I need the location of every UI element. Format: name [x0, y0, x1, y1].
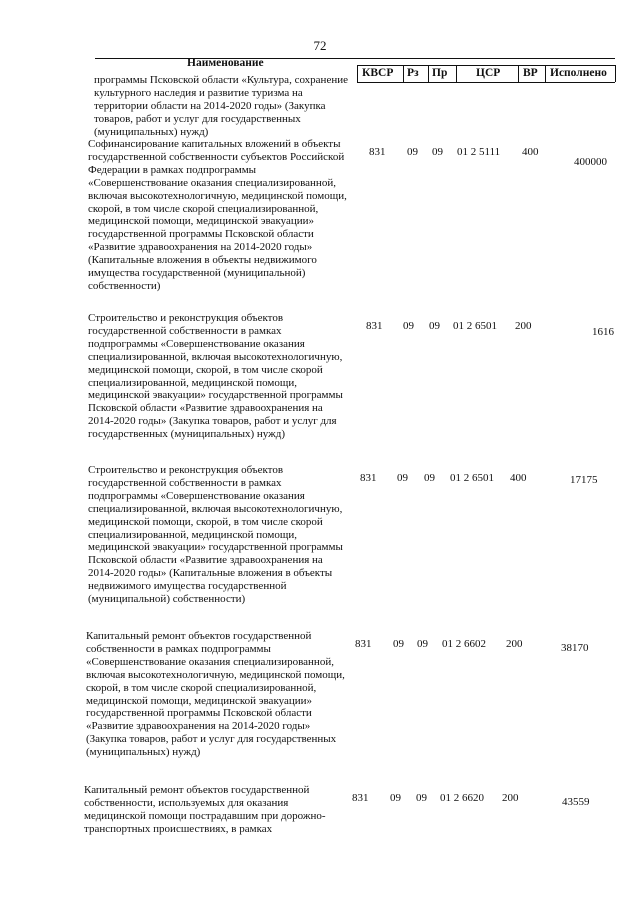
- row-csr: 01 2 6620: [440, 792, 484, 804]
- header-divider: [615, 65, 616, 82]
- page-number: 72: [313, 38, 327, 53]
- row-name: Капитальный ремонт объектов государственной собственности, используемых для оказания медицинской помощи пострадавшим при дорожно-транспортных происшествиях, в рамках: [84, 784, 326, 835]
- row-vr: 400: [522, 146, 539, 158]
- header-divider: [403, 65, 404, 82]
- row-executed: 17175: [570, 474, 598, 486]
- header-divider: [456, 65, 457, 82]
- row-name: Софинансирование капитальных вложений в объекты государственной собственности субъектов Российской Федерации в рамках подпрограммы «Совершенствование оказания специализированной, включая высокотехнологичную, медицинской помощи, скорой, в том числе скорой специализированной, медицинской помощи, медицинской эвакуации» государственной программы Псковской области «Развитие здравоохранения на 2014-2020 годы» (Капитальные вложения в объекты недвижимого имущества государственной (муниципальной) собственности): [88, 138, 347, 292]
- row-pr: 09: [424, 472, 435, 484]
- header-divider: [545, 65, 546, 82]
- row-executed: 1616: [592, 326, 614, 338]
- row-rz: 09: [407, 146, 418, 158]
- header-name: Наименование: [187, 57, 264, 69]
- header-rz: Рз: [407, 67, 419, 79]
- row-pr: 09: [416, 792, 427, 804]
- row-kvsr: 831: [352, 792, 369, 804]
- row-csr: 01 2 6501: [450, 472, 494, 484]
- row-name: Капитальный ремонт объектов государственной собственности в рамках подпрограммы «Совершенствование оказания специализированной, включая высокотехнологичную, медицинской помощи, скорой, в том числе скорой специализированной, медицинской помощи, медицинской эвакуации» государственной программы Псковской области «Развитие здравоохранения на 2014-2020 годы» (Закупка товаров, работ и услуг для государственных (муниципальных) нужд): [86, 630, 345, 759]
- row-name: Строительство и реконструкция объектов государственной собственности в рамках подпрограммы «Совершенствование оказания специализированной, включая высокотехнологичную, медицинской помощи, скорой, в том числе скорой специализированной, медицинской помощи, медицинской эвакуации» государственной программы Псковской области «Развитие здравоохранения на 2014-2020 годы» (Закупка товаров, работ и услуг для государственных (муниципальных) нужд): [88, 312, 343, 441]
- row-name: Строительство и реконструкция объектов государственной собственности в рамках подпрограммы «Совершенствование оказания специализированной, включая высокотехнологичную, медицинской помощи, скорой, в том числе скорой специализированной, медицинской помощи, медицинской эвакуации» государственной программы Псковской области «Развитие здравоохранения на 2014-2020 годы» (Капитальные вложения в объекты недвижимого имущества государственной (муниципальной) собственности): [88, 464, 343, 606]
- header-divider: [428, 65, 429, 82]
- row-csr: 01 2 6602: [442, 638, 486, 650]
- row-vr: 200: [502, 792, 519, 804]
- row-rz: 09: [397, 472, 408, 484]
- row-executed: 43559: [562, 796, 590, 808]
- row-kvsr: 831: [355, 638, 372, 650]
- row-executed: 38170: [561, 642, 589, 654]
- row-csr: 01 2 6501: [453, 320, 497, 332]
- row-executed: 400000: [574, 156, 607, 168]
- row-rz: 09: [390, 792, 401, 804]
- header-vr: ВР: [523, 67, 538, 79]
- header-kvsr: КВСР: [362, 67, 394, 79]
- row-vr: 400: [510, 472, 527, 484]
- row-rz: 09: [403, 320, 414, 332]
- header-column-rule: [357, 65, 615, 66]
- row-vr: 200: [506, 638, 523, 650]
- row-vr: 200: [515, 320, 532, 332]
- row-kvsr: 831: [366, 320, 383, 332]
- header-pr: Пр: [432, 67, 448, 79]
- row-kvsr: 831: [360, 472, 377, 484]
- row-rz: 09: [393, 638, 404, 650]
- header-bottom-rule: [357, 82, 615, 83]
- header-executed: Исполнено: [550, 67, 607, 79]
- row-pr: 09: [417, 638, 428, 650]
- header-top-rule: [95, 58, 615, 59]
- header-divider: [518, 65, 519, 82]
- header-csr: ЦСР: [476, 67, 501, 79]
- continuation-text: программы Псковской области «Культура, сохранение культурного наследия и развитие туризма на территории области на 2014-2020 годы» (Закупка товаров, работ и услуг для государственных (муниципальных) нужд): [94, 74, 348, 138]
- row-pr: 09: [429, 320, 440, 332]
- row-kvsr: 831: [369, 146, 386, 158]
- row-pr: 09: [432, 146, 443, 158]
- header-divider: [357, 65, 358, 82]
- row-csr: 01 2 5111: [457, 146, 501, 158]
